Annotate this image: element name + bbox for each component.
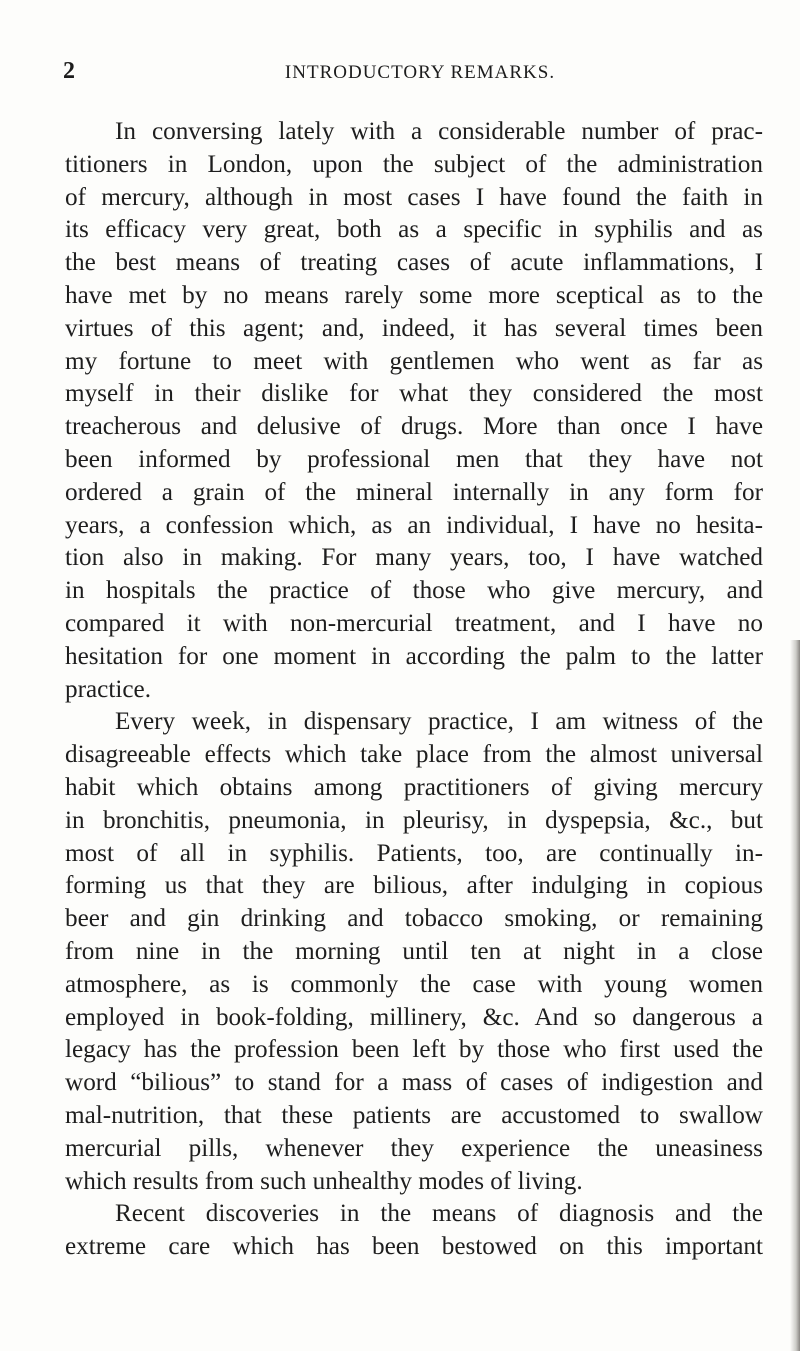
text-line: in bronchitis, pneumonia, in pleurisy, in dyspepsia, &c., but [65, 806, 763, 834]
running-head: INTRODUCTORY REMARKS. [284, 62, 556, 83]
text-line: practice. [65, 675, 151, 703]
text-line: Every week, in dispensary practice, I am witness of the [115, 708, 763, 736]
text-line: which results from such unhealthy modes of living. [65, 1167, 583, 1195]
body-text [65, 116, 763, 1264]
text-line: extreme care which has been bestowed on this important [65, 1233, 763, 1261]
text-line: beer and gin drinking and tobacco smoking, or remaining [65, 905, 763, 933]
text-line: myself in their dislike for what they considered the most [65, 380, 763, 408]
text-line: the best means of treating cases of acute inflammations, I [65, 249, 763, 277]
text-line: its efficacy very great, both as a specific in syphilis and as [65, 216, 763, 244]
text-line: of mercury, although in most cases I have found the faith in [65, 183, 763, 211]
text-line: legacy has the profession been left by those who first used the [65, 1036, 763, 1064]
text-line: mercurial pills, whenever they experience the uneasiness [65, 1134, 763, 1162]
text-line: years, a confession which, as an individual, I have no hesita- [65, 511, 763, 539]
text-line: Recent discoveries in the means of diagnosis and the [115, 1200, 763, 1228]
text-line: have met by no means rarely some more sceptical as to the [65, 281, 763, 309]
text-line: habit which obtains among practitioners of giving mercury [65, 773, 763, 801]
page-edge-shadow [790, 640, 800, 1351]
text-line: treacherous and delusive of drugs. More than once I have [65, 413, 763, 441]
text-line: ordered a grain of the mineral internally in any form for [65, 478, 763, 506]
text-line: virtues of this agent; and, indeed, it has several times been [65, 314, 763, 342]
page-number: 2 [63, 58, 75, 84]
text-line: most of all in syphilis. Patients, too, are continually in- [65, 839, 763, 867]
text-line: In conversing lately with a considerable number of prac- [115, 118, 763, 145]
text-line: my fortune to meet with gentlemen who went as far as [65, 347, 763, 375]
text-line: word “bilious” to stand for a mass of cases of indigestion and [65, 1069, 763, 1097]
text-line: titioners in London, upon the subject of the administration [65, 150, 763, 178]
text-line: been informed by professional men that they have not [65, 445, 763, 473]
text-line: disagreeable effects which take place from the almost universal [65, 741, 763, 769]
text-line: atmosphere, as is commonly the case with young women [65, 970, 763, 998]
text-line: hesitation for one moment in according the palm to the latter [65, 642, 763, 670]
text-line: compared it with non-mercurial treatment, and I have no [65, 609, 763, 637]
text-line: in hospitals the practice of those who give mercury, and [65, 577, 763, 605]
text-line: mal-nutrition, that these patients are accustomed to swallow [65, 1101, 763, 1129]
text-line: forming us that they are bilious, after indulging in copious [65, 872, 763, 900]
text-line: tion also in making. For many years, too, I have watched [65, 544, 763, 572]
page-header [0, 58, 800, 98]
text-line: employed in book-folding, millinery, &c. And so dangerous a [65, 1003, 763, 1031]
text-line: from nine in the morning until ten at night in a close [65, 937, 763, 965]
